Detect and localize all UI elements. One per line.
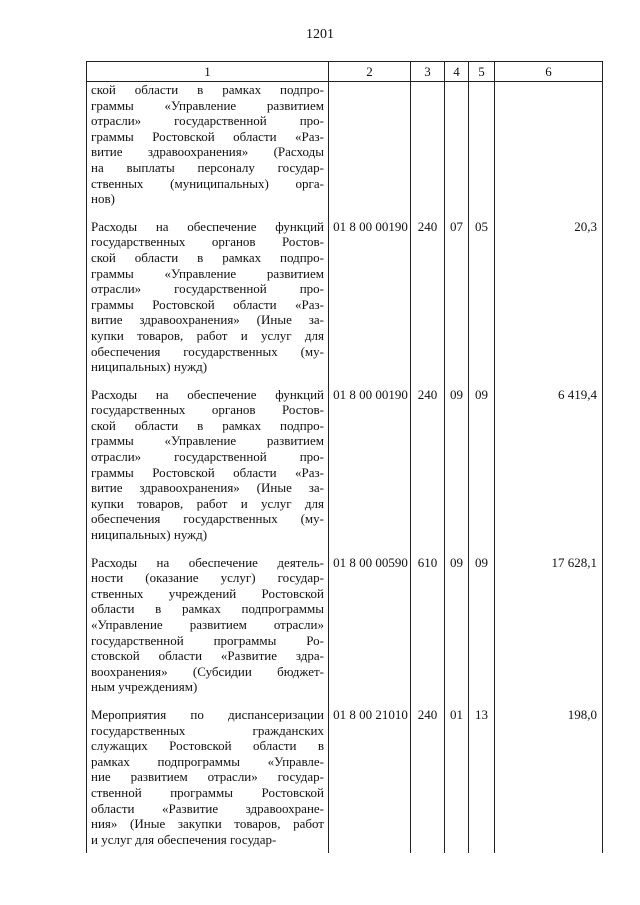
description-line: ности (оказание услуг) государ- <box>91 570 324 586</box>
description-line: ственных (муниципальных) орга- <box>91 175 324 191</box>
description-line: Мероприятия по диспансеризации <box>91 706 324 722</box>
row-subsection <box>469 82 495 213</box>
description-line: обеспечения государственных (му- <box>91 511 324 527</box>
description-line: Расходы на обеспечение функций <box>91 218 324 234</box>
row-amount: 6 419,4 <box>495 381 603 549</box>
row-target-code: 01 8 00 21010 <box>329 701 411 853</box>
row-section: 09 <box>445 381 469 549</box>
row-subsection: 09 <box>469 381 495 549</box>
row-description <box>87 701 329 853</box>
description-line: государственной программы Ро- <box>91 632 324 648</box>
budget-table <box>86 61 603 853</box>
description-line: отрасли» государственной про- <box>91 281 324 297</box>
row-amount: 198,0 <box>495 701 603 853</box>
row-section <box>445 82 469 213</box>
description-line: ниципальных) нужд) <box>91 359 208 375</box>
description-line: ской области в рамках подпро- <box>91 417 324 433</box>
row-amount: 20,3 <box>495 213 603 381</box>
row-subsection: 09 <box>469 549 495 701</box>
description-line: стовской области «Развитие здра- <box>91 648 324 664</box>
description-line: купки товаров, работ и услуг для <box>91 495 324 511</box>
row-amount <box>495 82 603 213</box>
description-line: ния» (Иные закупки товаров, работ <box>91 816 324 832</box>
header-col-1: 1 <box>87 62 329 82</box>
description-line: граммы «Управление развитием <box>91 433 324 449</box>
table-row <box>87 701 603 853</box>
description-line: ской области в рамках подпро- <box>91 249 324 265</box>
header-col-3: 3 <box>411 62 445 82</box>
header-col-2: 2 <box>329 62 411 82</box>
header-col-5: 5 <box>469 62 495 82</box>
header-row <box>87 62 603 82</box>
header-col-6: 6 <box>495 62 603 82</box>
row-section: 09 <box>445 549 469 701</box>
description-line: витие здравоохранения» (Иные за- <box>91 312 324 328</box>
row-section: 07 <box>445 213 469 381</box>
description-line: и услуг для обеспечения государ- <box>91 831 277 847</box>
description-line: ственных учреждений Ростовской <box>91 585 324 601</box>
row-target-code: 01 8 00 00590 <box>329 549 411 701</box>
table-row <box>87 381 603 549</box>
description-line: ственной программы Ростовской <box>91 784 324 800</box>
row-description <box>87 381 329 549</box>
row-amount: 17 628,1 <box>495 549 603 701</box>
row-description <box>87 213 329 381</box>
row-expense-type: 240 <box>411 381 445 549</box>
description-line: на выплаты персоналу государ- <box>91 159 324 175</box>
row-description <box>87 82 329 213</box>
description-line: государственных гражданских <box>91 722 324 738</box>
row-target-code <box>329 82 411 213</box>
description-line: купки товаров, работ и услуг для <box>91 327 324 343</box>
row-expense-type: 610 <box>411 549 445 701</box>
description-line: области «Развитие здравоохране- <box>91 800 324 816</box>
table-row <box>87 549 603 701</box>
description-line: ние развитием отрасли» государ- <box>91 769 324 785</box>
description-line: граммы Ростовской области «Раз- <box>91 464 324 480</box>
row-expense-type <box>411 82 445 213</box>
table-body <box>87 82 603 854</box>
description-line: государственных органов Ростов- <box>91 234 324 250</box>
description-line: рамках подпрограммы «Управле- <box>91 753 324 769</box>
description-line: государственных органов Ростов- <box>91 402 324 418</box>
description-line: ниципальных) нужд) <box>91 527 208 543</box>
description-line: отрасли» государственной про- <box>91 113 324 129</box>
page-number: 1201 <box>306 27 334 42</box>
row-target-code: 01 8 00 00190 <box>329 213 411 381</box>
row-subsection: 05 <box>469 213 495 381</box>
description-line: граммы «Управление развитием <box>91 265 324 281</box>
description-line: отрасли» государственной про- <box>91 449 324 465</box>
description-line: служащих Ростовской области в <box>91 738 324 754</box>
description-line: ской области в рамках подпро- <box>91 82 324 97</box>
description-line: нов) <box>91 191 115 207</box>
description-line: ным учреждениям) <box>91 679 198 695</box>
table-row <box>87 82 603 213</box>
description-line: обеспечения государственных (му- <box>91 343 324 359</box>
row-target-code: 01 8 00 00190 <box>329 381 411 549</box>
description-line: Расходы на обеспечение функций <box>91 386 324 402</box>
row-expense-type: 240 <box>411 701 445 853</box>
description-line: витие здравоохранения» (Иные за- <box>91 480 324 496</box>
description-line: «Управление развитием отрасли» <box>91 617 324 632</box>
row-expense-type: 240 <box>411 213 445 381</box>
row-description <box>87 549 329 701</box>
description-line: граммы Ростовской области «Раз- <box>91 296 324 312</box>
description-line: области в рамках подпрограммы <box>91 601 324 617</box>
description-line: витие здравоохранения» (Расходы <box>91 144 324 160</box>
description-line: воохранения» (Субсидии бюджет- <box>91 663 324 679</box>
table-row <box>87 213 603 381</box>
row-section: 01 <box>445 701 469 853</box>
description-line: граммы Ростовской области «Раз- <box>91 128 324 144</box>
description-line: Расходы на обеспечение деятель- <box>91 554 324 570</box>
header-col-4: 4 <box>445 62 469 82</box>
description-line: граммы «Управление развитием <box>91 97 324 113</box>
row-subsection: 13 <box>469 701 495 853</box>
